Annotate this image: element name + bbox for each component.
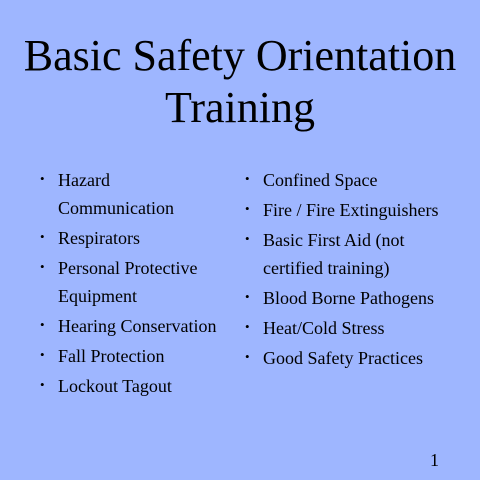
list-item (245, 226, 445, 282)
slide-title-line-2: Training (165, 83, 315, 132)
bullet-list-left (40, 166, 230, 402)
list-item-text: Fire / Fire Extinguishers (263, 200, 439, 220)
list-item-text: Lockout Tagout (58, 376, 172, 396)
list-item-text: Hearing Conservation (58, 316, 217, 336)
bullet-icon: • (245, 289, 250, 304)
bullet-icon: • (245, 319, 250, 334)
bullet-icon: • (245, 201, 250, 216)
list-item (40, 342, 230, 370)
bullet-icon: • (40, 229, 45, 244)
list-item (40, 372, 230, 400)
list-item (245, 314, 445, 342)
slide-title (0, 30, 480, 134)
list-item (245, 284, 445, 312)
list-item (40, 166, 230, 222)
list-item-text: Personal Protective Equipment (58, 258, 198, 306)
list-item-text: Hazard Communication (58, 170, 174, 218)
bullet-icon: • (40, 259, 45, 274)
list-item-text: Basic First Aid (not certified training) (263, 230, 405, 278)
list-item (245, 196, 445, 224)
bullet-icon: • (40, 377, 45, 392)
bullet-icon: • (245, 231, 250, 246)
bullet-icon: • (245, 171, 250, 186)
list-item-text: Blood Borne Pathogens (263, 288, 434, 308)
list-item-text: Good Safety Practices (263, 348, 423, 368)
list-item (245, 166, 445, 194)
bullet-icon: • (40, 171, 45, 186)
bullet-icon: • (40, 347, 45, 362)
list-item-text: Confined Space (263, 170, 378, 190)
list-item-text: Heat/Cold Stress (263, 318, 385, 338)
list-item-text: Respirators (58, 228, 140, 248)
page-number: 1 (430, 450, 439, 470)
list-item (40, 224, 230, 252)
list-item (40, 254, 230, 310)
bullet-list-right (245, 166, 445, 374)
list-item (245, 344, 445, 372)
list-item (40, 312, 230, 340)
bullet-icon: • (40, 317, 45, 332)
bullet-icon: • (245, 349, 250, 364)
slide-title-line-1: Basic Safety Orientation (23, 31, 457, 80)
list-item-text: Fall Protection (58, 346, 165, 366)
